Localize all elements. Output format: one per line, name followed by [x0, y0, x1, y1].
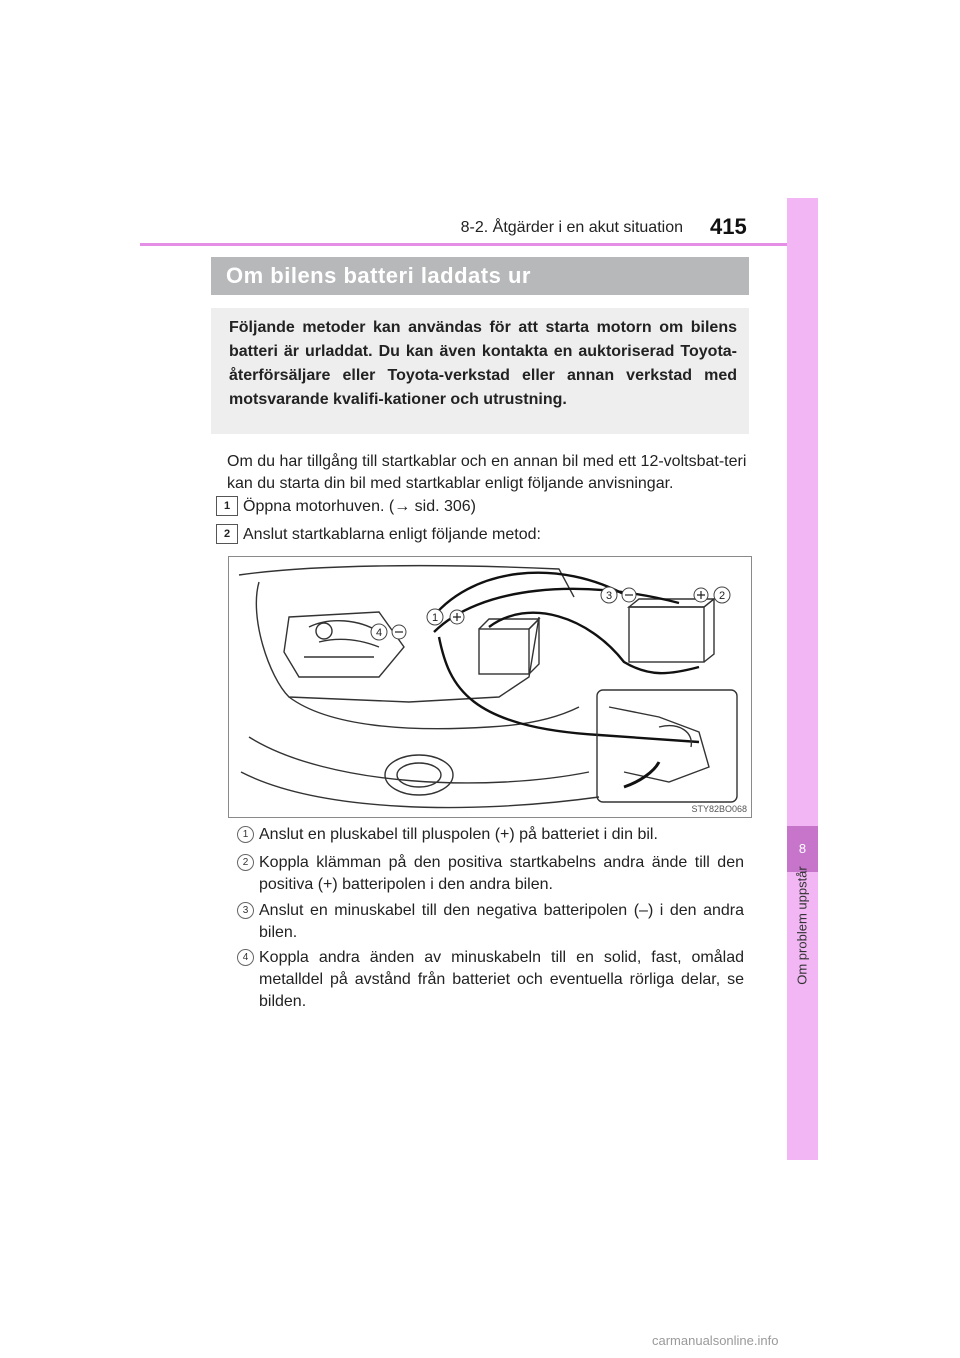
substep-number-3: 3 [237, 902, 254, 919]
callout-1: 1 [431, 612, 439, 624]
page-number: 415 [710, 214, 747, 239]
callout-2: 2 [718, 590, 726, 602]
step-text-1: Öppna motorhuven. (→ sid. 306) [243, 498, 477, 515]
callout-3: 3 [605, 590, 613, 602]
intro-text: Följande metoder kan användas för att starta motorn om bilens batteri är urladdat. Du kan även kontakta en auktoriserad Toyota-återförsäljare eller Toyota-verkstad eller annan verkstad med motsvarande kvalifi-kationer och utrustning. [229, 319, 737, 408]
substep-number-4: 4 [237, 949, 254, 966]
step-text-2: Anslut startkablarna enligt följande metod: [243, 526, 541, 543]
substep-number-1: 1 [237, 826, 254, 843]
substep-number-2: 2 [237, 854, 254, 871]
step-number-2: 2 [216, 524, 238, 544]
substep-text-3: Anslut en minuskabel till den negativa batteripolen (–) i den andra bilen. [259, 902, 744, 941]
intro-box [211, 308, 749, 434]
step-number-1: 1 [216, 496, 238, 516]
engine-bay-drawing [229, 557, 751, 817]
section-title: 8-2. Åtgärder i en akut situation [460, 219, 683, 236]
watermark: carmanualsonline.info [652, 1333, 779, 1348]
figure-code: STY82BO068 [691, 804, 747, 814]
intro-paragraph: Om du har tillgång till startkablar och en annan bil med ett 12-voltsbat-teri kan du starta din bil med startkablar enligt följande anvisningar. [227, 453, 747, 492]
jump-start-illustration [228, 556, 752, 818]
chapter-side-tab [787, 198, 818, 1160]
substep-text-4: Koppla andra änden av minuskabeln till en solid, fast, omålad metalldel på avstånd från batteriet och eventuella rörliga delar, se bilden. [259, 949, 744, 1010]
section-heading: Om bilens batteri laddats ur [226, 263, 531, 288]
substep-text-2: Koppla klämman på den positiva startkabelns andra ände till den positiva (+) batteripolen i den andra bilen. [259, 854, 744, 893]
substep-text-1: Anslut en pluskabel till pluspolen (+) på batteriet i din bil. [259, 826, 658, 843]
section-heading-bar [211, 257, 749, 295]
header-divider [140, 243, 818, 246]
callout-4: 4 [375, 627, 383, 639]
chapter-number: 8 [787, 826, 818, 872]
chapter-label: Om problem uppstår [794, 866, 810, 985]
